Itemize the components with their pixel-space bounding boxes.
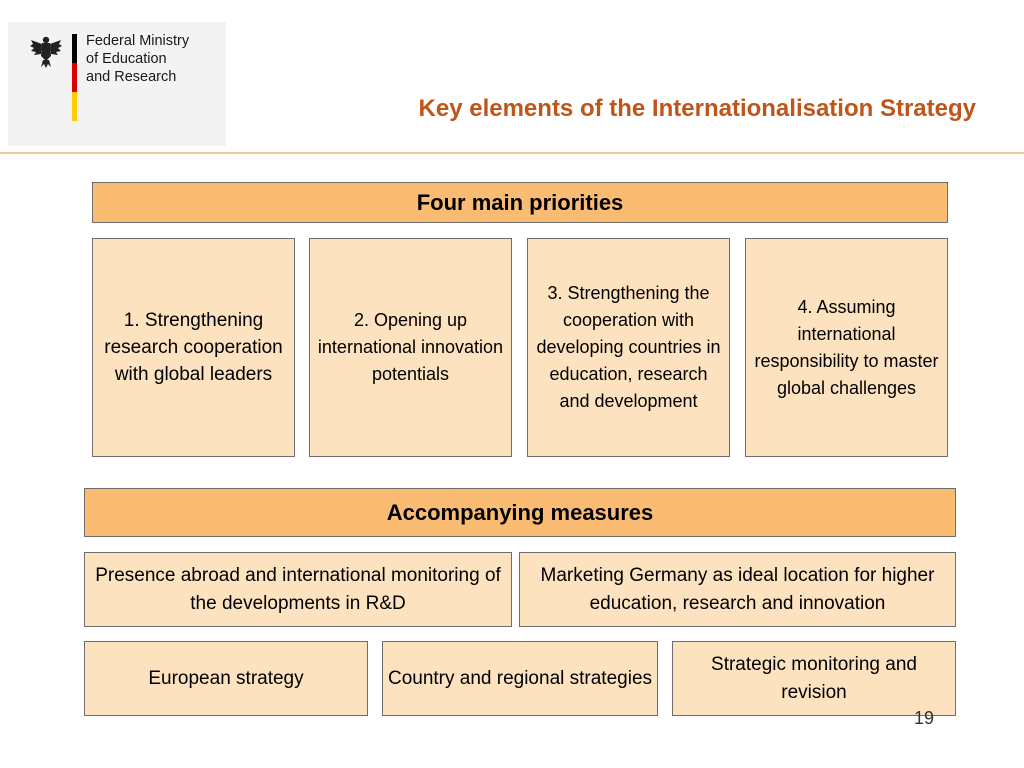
priority-box-4: 4. Assuming international responsibility to master global challenges	[745, 238, 948, 457]
page-number: 19	[914, 708, 935, 728]
measure-country-regional: Country and regional strategies	[382, 641, 658, 716]
priority-box-3: 3. Strengthening the cooperation with developing countries in education, research and development	[527, 238, 730, 457]
priority-box-1: 1. Strengthening research cooperation with global leaders	[92, 238, 295, 457]
ministry-line: and Research	[86, 69, 177, 85]
federal-eagle-icon	[30, 34, 62, 68]
title-divider	[0, 152, 1024, 154]
measure-european-strategy: European strategy	[84, 641, 368, 716]
ministry-line: Federal Ministry	[86, 33, 190, 49]
ministry-name	[86, 32, 189, 86]
measure-marketing-germany: Marketing Germany as ideal location for higher education, research and innovation	[519, 552, 956, 627]
measure-strategic-monitoring: Strategic monitoring and revision	[672, 641, 956, 716]
priorities-header: Four main priorities	[92, 182, 948, 223]
german-flag-stripe	[72, 34, 77, 121]
priority-box-2: 2. Opening up international innovation potentials	[309, 238, 512, 457]
measure-presence-abroad: Presence abroad and international monitoring of the developments in R&D	[84, 552, 512, 627]
ministry-line: of Education	[86, 51, 167, 67]
measures-header: Accompanying measures	[84, 488, 956, 537]
slide-title: Key elements of the Internationalisation Strategy	[418, 95, 976, 122]
